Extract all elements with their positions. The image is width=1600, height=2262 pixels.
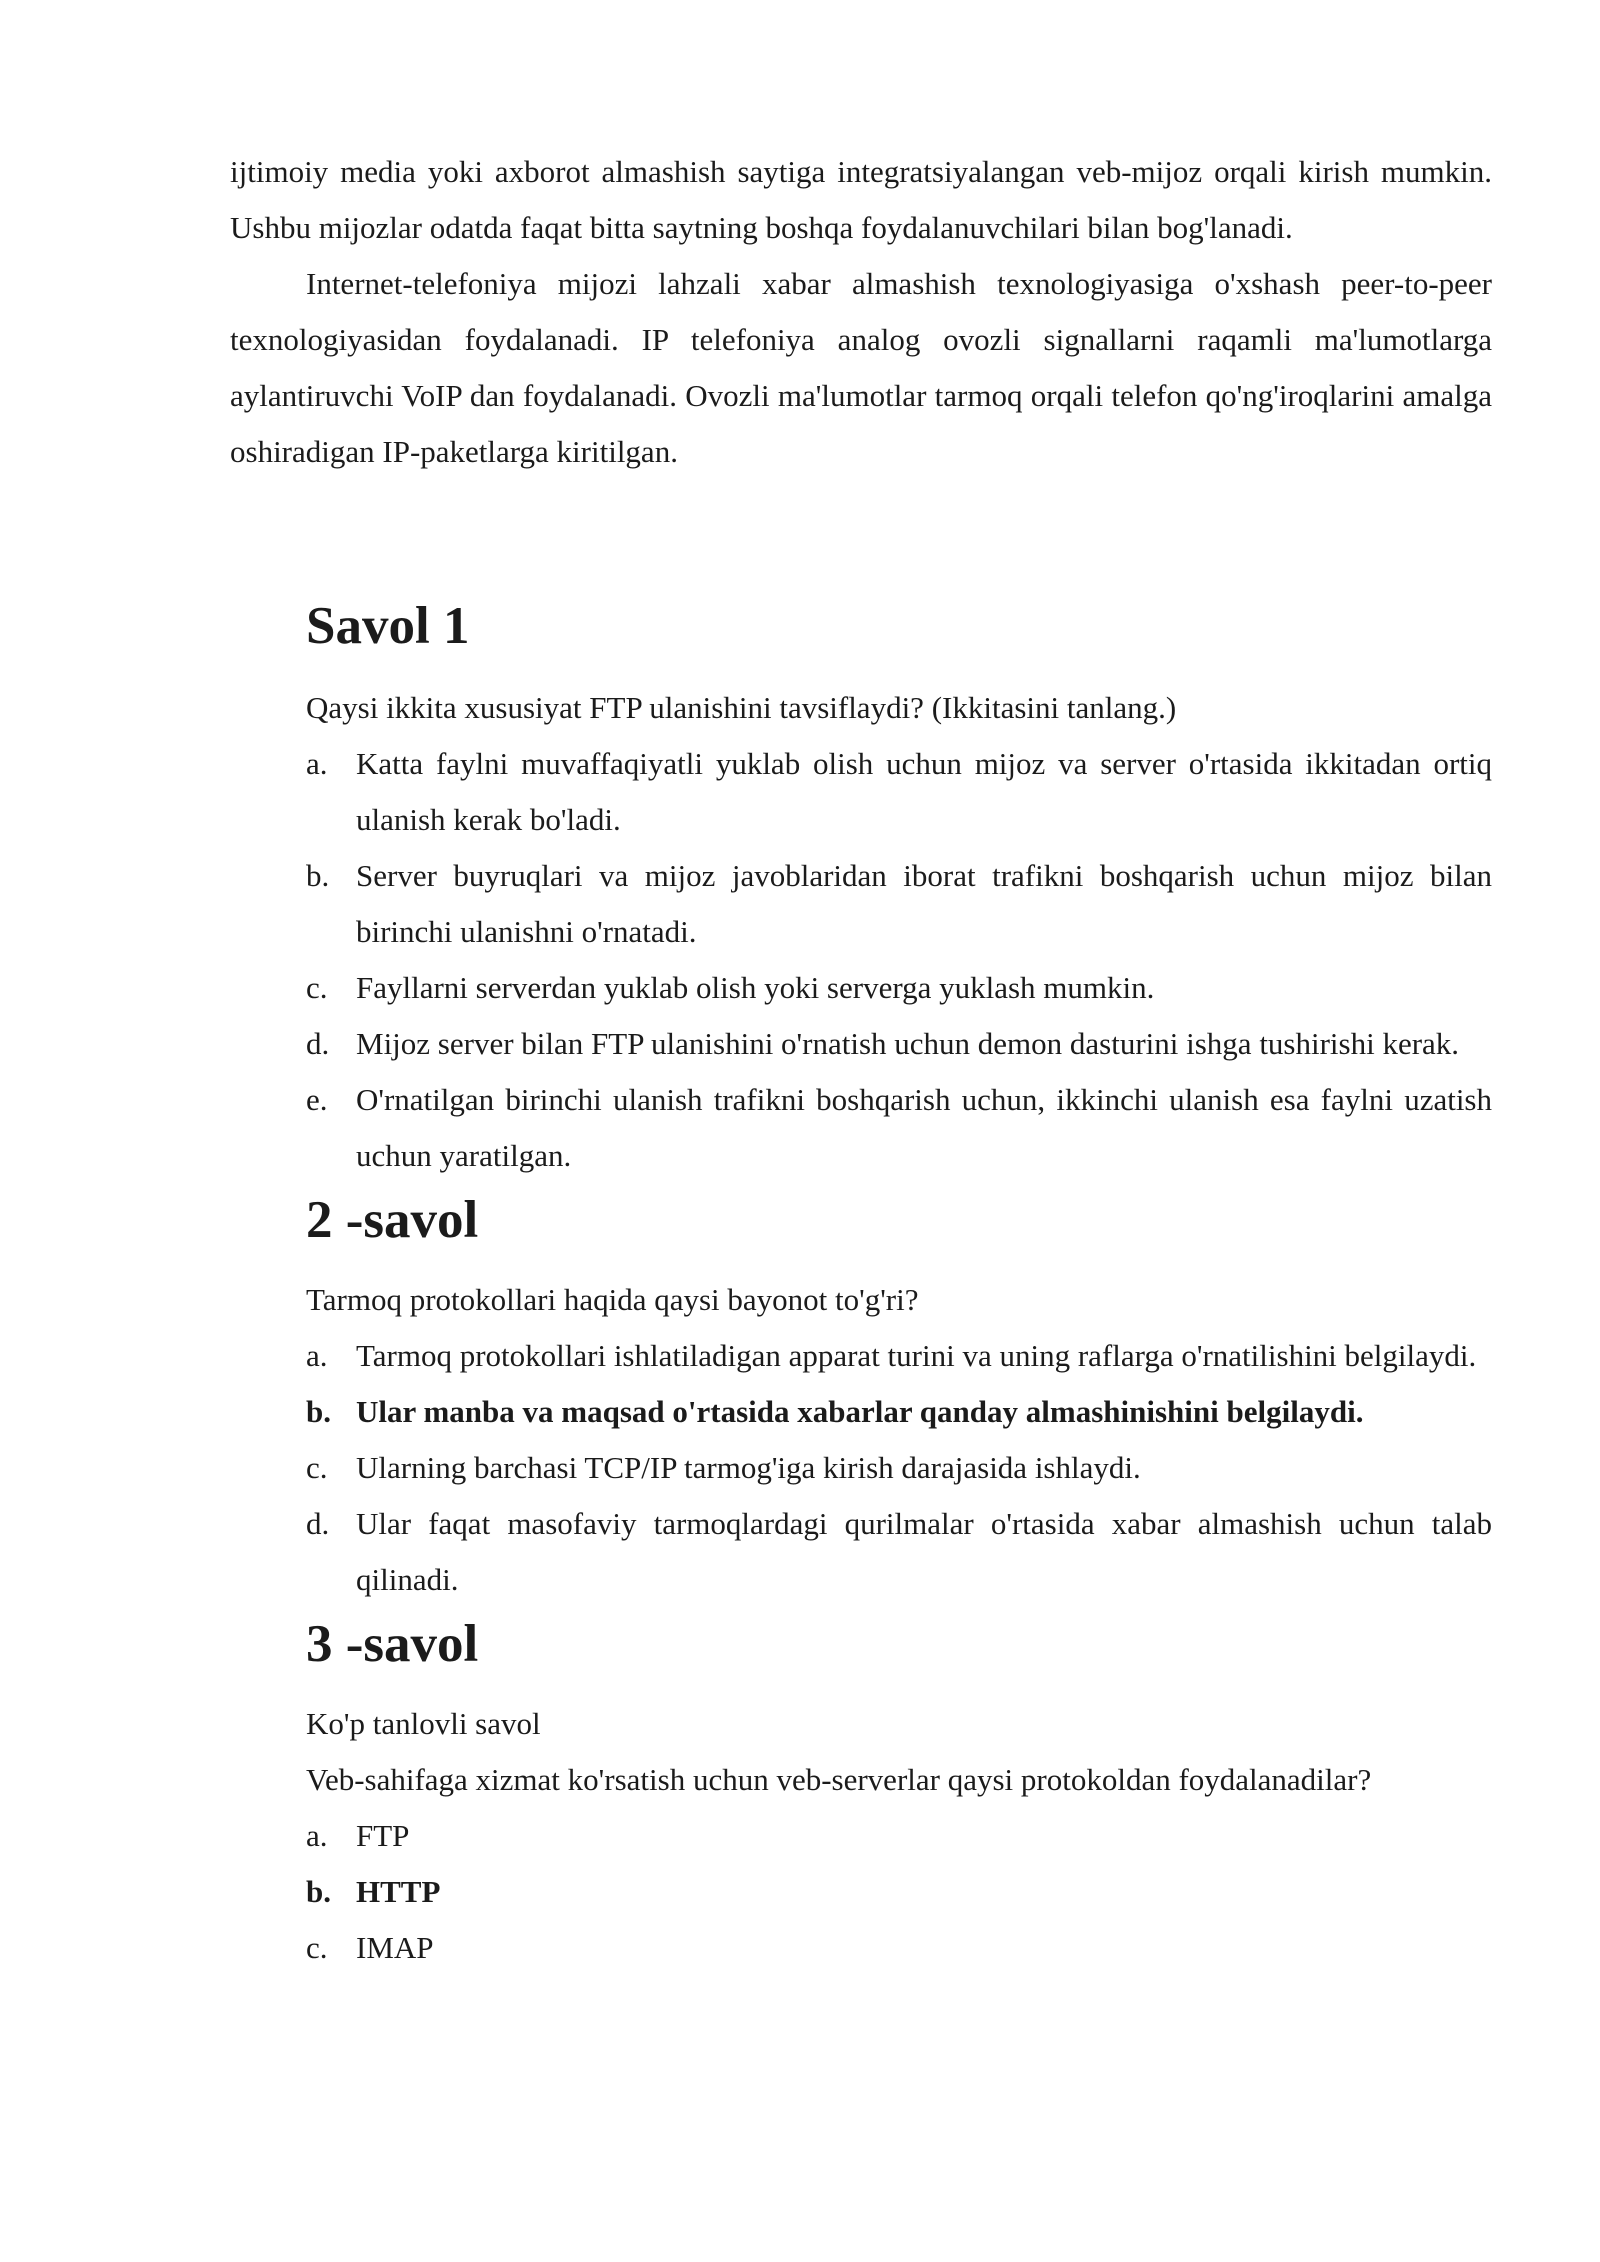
answer-option[interactable]: [306, 1328, 1492, 1384]
question-2: [306, 1184, 1492, 1608]
option-text: Mijoz server bilan FTP ulanishini o'rnatish uchun demon dasturini ishga tushirishi kerak.: [356, 1026, 1460, 1061]
answer-option[interactable]: [306, 736, 1492, 848]
option-text: Ular manba va maqsad o'rtasida xabarlar qanday almashinishini belgilaydi.: [356, 1394, 1364, 1429]
option-text: HTTP: [356, 1874, 441, 1909]
question-prompt: Qaysi ikkita xususiyat FTP ulanishini tavsiflaydi? (Ikkitasini tanlang.): [306, 690, 1177, 725]
answer-option[interactable]: [306, 1496, 1492, 1608]
answer-option[interactable]: [306, 1920, 1492, 1976]
answer-option-correct[interactable]: [306, 1864, 1492, 1920]
answer-option-correct[interactable]: [306, 1384, 1492, 1440]
answer-options: [306, 736, 1492, 1184]
question-title: 3 -savol: [306, 1615, 479, 1673]
option-text: Tarmoq protokollari ishlatiladigan apparat turini va uning raflarga o'rnatilishini belgilaydi.: [356, 1338, 1477, 1373]
option-text: IMAP: [356, 1930, 434, 1965]
question-title: Savol 1: [306, 597, 470, 655]
option-letter: d.: [306, 1026, 330, 1061]
answer-option[interactable]: [306, 848, 1492, 960]
option-letter: a.: [306, 1818, 328, 1853]
option-text: Fayllarni serverdan yuklab olish yoki serverga yuklash mumkin.: [356, 970, 1155, 1005]
answer-options: [306, 1808, 1492, 1976]
intro-paragraph: ijtimoiy media yoki axborot almashish saytiga integratsiyalangan veb-mijoz orqali kirish mumkin. Ushbu mijozlar odatda faqat bitta saytning boshqa foydalanuvchilari bilan bog'lanadi.: [230, 154, 1492, 245]
question-prompt: Veb-sahifaga xizmat ko'rsatish uchun veb-serverlar qaysi protokoldan foydalanadilar?: [306, 1762, 1372, 1797]
question-title: 2 -savol: [306, 1191, 479, 1249]
option-letter: a.: [306, 1338, 328, 1373]
option-text: O'rnatilgan birinchi ulanish trafikni boshqarish uchun, ikkinchi ulanish esa faylni uzatish uchun yaratilgan.: [356, 1082, 1492, 1173]
answer-option[interactable]: [306, 960, 1492, 1016]
question-subtitle: Ko'p tanlovli savol: [306, 1706, 541, 1741]
question-prompt: Tarmoq protokollari haqida qaysi bayonot to'g'ri?: [306, 1282, 919, 1317]
option-text: Ular faqat masofaviy tarmoqlardagi qurilmalar o'rtasida xabar almashish uchun talab qilinadi.: [356, 1506, 1492, 1597]
option-text: Katta faylni muvaffaqiyatli yuklab olish uchun mijoz va server o'rtasida ikkitadan ortiq ulanish kerak bo'ladi.: [356, 746, 1492, 837]
option-text: Server buyruqlari va mijoz javoblaridan iborat trafikni boshqarish uchun mijoz bilan birinchi ulanishni o'rnatadi.: [356, 858, 1492, 949]
answer-option[interactable]: [306, 1440, 1492, 1496]
questions-section: [306, 590, 1492, 1976]
answer-option[interactable]: [306, 1072, 1492, 1184]
option-letter: b.: [306, 858, 330, 893]
intro-paragraph: Internet-telefoniya mijozi lahzali xabar almashish texnologiyasiga o'xshash peer-to-peer texnologiyasidan foydalanadi. IP telefoniya analog ovozli signallarni raqamli ma'lumotlarga aylantiruvchi VoIP dan foydalanadi. Ovozli ma'lumotlar tarmoq orqali telefon qo'ng'iroqlarini amalga oshiradigan IP-paketlarga kiritilgan.: [230, 266, 1492, 469]
intro-section: [230, 144, 1492, 480]
option-text: Ularning barchasi TCP/IP tarmog'iga kirish darajasida ishlaydi.: [356, 1450, 1141, 1485]
option-letter: b.: [306, 1394, 331, 1429]
option-letter: c.: [306, 1930, 328, 1965]
answer-option[interactable]: [306, 1808, 1492, 1864]
question-3: [306, 1608, 1492, 1976]
answer-options: [306, 1328, 1492, 1608]
answer-option[interactable]: [306, 1016, 1492, 1072]
option-text: FTP: [356, 1818, 410, 1853]
option-letter: b.: [306, 1874, 331, 1909]
option-letter: e.: [306, 1082, 328, 1117]
question-1: [306, 590, 1492, 1184]
option-letter: c.: [306, 970, 328, 1005]
option-letter: d.: [306, 1506, 330, 1541]
option-letter: a.: [306, 746, 328, 781]
option-letter: c.: [306, 1450, 328, 1485]
